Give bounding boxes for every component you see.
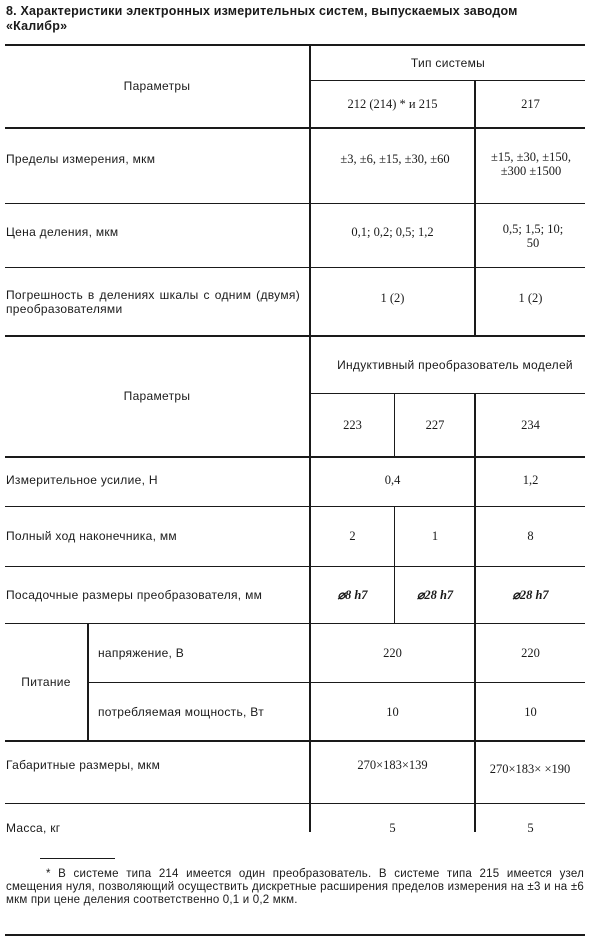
travel-m1-value: 2 xyxy=(349,529,356,543)
footnote-rule xyxy=(40,858,115,859)
consumption-m12-value: 10 xyxy=(386,704,399,719)
table1-system-type-header: Тип системы xyxy=(410,55,486,70)
table1-row1-col1: ±3, ±6, ±15, ±30, ±60 xyxy=(340,152,450,166)
force-m12-value: 0,4 xyxy=(384,473,401,487)
table1-row2-label: Цена деления, мкм xyxy=(6,225,119,239)
fit-m3-value: ⌀28 h7 xyxy=(512,588,549,602)
table2-m3-header: 234 xyxy=(521,418,540,432)
fit-m2-value: ⌀28 h7 xyxy=(416,588,454,602)
dims-m3-value: 270×183× ×190 xyxy=(489,762,571,776)
table2-m1-m2-divider-top xyxy=(394,393,395,456)
dims-m12-value: 270×183×139 xyxy=(357,758,428,772)
consumption-label: потребляемая мощность, Вт xyxy=(98,704,264,719)
travel-label: Полный ход наконечника, мм xyxy=(6,529,177,543)
mass-label: Масса, кг xyxy=(6,821,61,835)
table1-row2-col2: 0,5; 1,5; 10; 50 xyxy=(502,222,564,250)
table2-m1-header: 223 xyxy=(343,418,362,432)
force-label: Измерительное усилие, Н xyxy=(6,473,158,487)
table1-row3-label-text: Погрешность в делениях шкалы с одним (двумя) преобразователями xyxy=(6,287,300,316)
table2-row-rule-5 xyxy=(5,803,585,804)
mass-m12-value: 5 xyxy=(389,821,396,835)
footnote: * В системе типа 214 имеется один преобразователь. В системе типа 215 имеется узел смещения нуля, позволяющий осуществить дискретные расширения пределов измерения на ±3 и на ±6 мкм при цене деления соответственно 0,1 и 0,2 мкм. xyxy=(6,868,584,906)
table-caption: 8. Характеристики электронных измерительных систем, выпускаемых заводом «Калибр» xyxy=(6,4,518,33)
table1-param-header: Параметры xyxy=(123,79,191,93)
voltage-m3-value: 220 xyxy=(521,646,540,660)
fit-label xyxy=(6,567,298,623)
power-group-label: Питание xyxy=(21,675,71,689)
consumption-m3-value: 10 xyxy=(524,704,537,719)
fit-label-text: Посадочные размеры преобразователя, мм xyxy=(6,588,263,602)
table2-m1-m2-divider-mid xyxy=(394,506,395,623)
table1-row3-label xyxy=(6,268,300,335)
travel-m3-value: 8 xyxy=(527,529,534,543)
force-m3-value: 1,2 xyxy=(522,473,539,487)
voltage-m12-value: 220 xyxy=(383,646,402,660)
voltage-label: напряжение, В xyxy=(98,646,185,660)
table1-row1-col2: ±15, ±30, ±150, ±300 ±1500 xyxy=(491,150,571,178)
table1-row2-col1: 0,1; 0,2; 0,5; 1,2 xyxy=(351,225,434,239)
travel-m2-value: 1 xyxy=(431,529,439,543)
mass-m3-value: 5 xyxy=(527,821,534,835)
fit-m1-value: ⌀8 h7 xyxy=(337,588,368,602)
dims-label: Габаритные размеры, мкм xyxy=(6,758,161,772)
table1-row1-label: Пределы измерения, мкм xyxy=(6,152,156,166)
bottom-rule xyxy=(5,934,585,936)
table1-col1-header: 212 (214) * и 215 xyxy=(347,97,438,111)
table2-m2-header: 227 xyxy=(425,418,445,432)
table2-group-header: Индуктивный преобразователь моделей xyxy=(337,358,573,372)
table2-param-header: Параметры xyxy=(123,389,191,403)
table1-col2-header: 217 xyxy=(521,97,540,111)
table1-row3-col2: 1 (2) xyxy=(518,291,543,305)
table1-row3-col1: 1 (2) xyxy=(380,291,405,305)
